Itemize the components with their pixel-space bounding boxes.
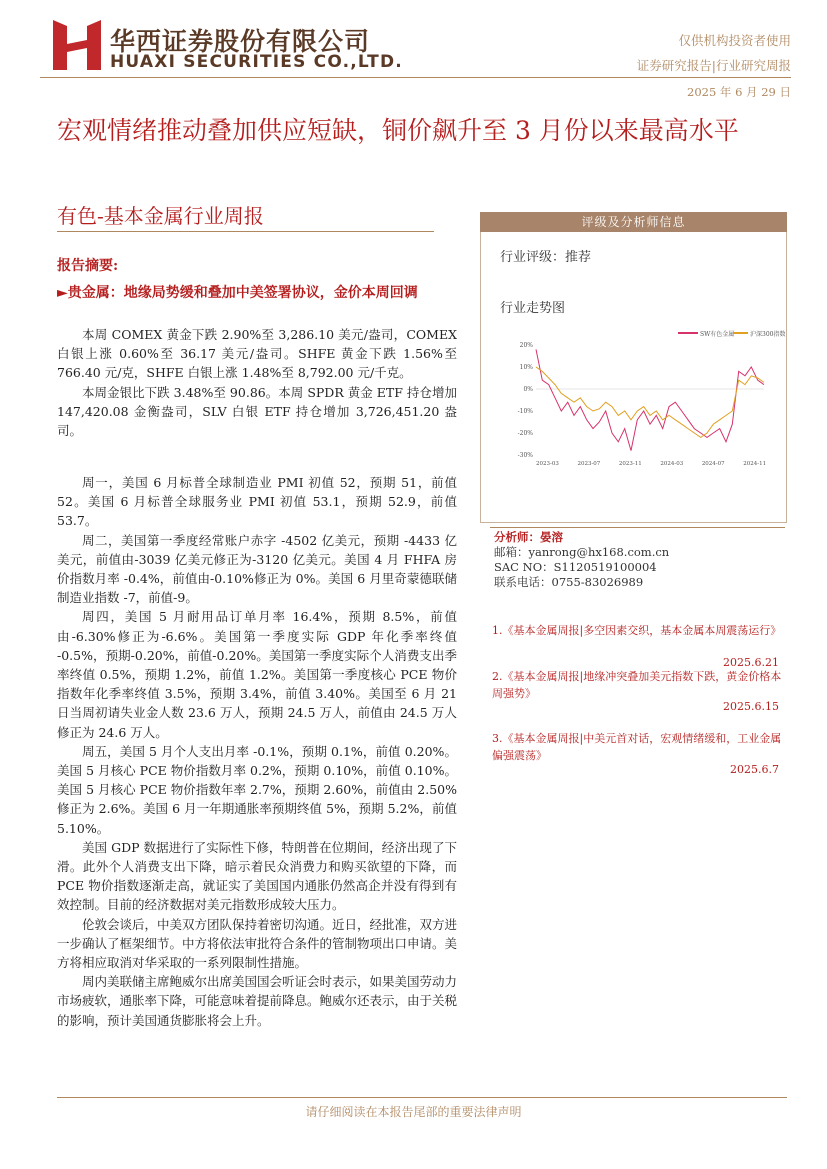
header-divider <box>40 77 791 78</box>
related-report-3[interactable]: 3.《基本金属周报|中美元首对话，宏观情绪缓和，工业金属偏强震荡》 <box>492 732 782 762</box>
related-report-1-date: 2025.6.21 <box>723 656 779 669</box>
x-tick-label: 2023-03 <box>536 461 559 467</box>
related-report-2[interactable]: 2.《基本金属周报|地缘冲突叠加美元指数下跌，黄金价格本周强势》 <box>492 670 782 700</box>
paragraph: 美国 GDP 数据进行了实际性下修，特朗普在位期间，经济出现了下滑。此外个人消费支出下降，暗示着民众消费力和购买欲望的下降，而 PCE 物价指数逐渐走高，就证实了美国国内通胀仍然高企并没有得到有效控制。目前的经济数据对美元指数形成较大压力。 <box>57 839 457 913</box>
report-type: 证券研究报告|行业研究周报 <box>636 58 791 73</box>
footer-divider <box>57 1097 787 1098</box>
report-subtitle: 有色-基本金属行业周报 <box>57 204 264 228</box>
subtitle-divider <box>57 231 434 232</box>
y-tick-label: -10% <box>517 408 533 415</box>
report-title: 宏观情绪推动叠加供应短缺，铜价飙升至 3 月份以来最高水平 <box>57 116 739 145</box>
body-block-1 <box>57 325 457 440</box>
summary-heading: 报告摘要: <box>57 258 119 274</box>
industry-trend-chart <box>508 325 786 470</box>
y-tick-label: -30% <box>517 452 533 459</box>
analyst-info <box>494 530 669 590</box>
trend-chart-label: 行业走势图 <box>500 301 566 316</box>
paragraph: 周一，美国 6 月标普全球制造业 PMI 初值 52，预期 51，前值 52。美国 6 月标普全球服务业 PMI 初值 53.1，预期 52.9，前值 53.7。 <box>57 475 457 529</box>
paragraph: 周四，美国 5 月耐用品订单月率 16.4%，预期 8.5%，前值由-6.30%修正为-6.6%。美国第一季度实际 GDP 年化季率终值 -0.5%，预期-0.20%，前值-0.20%。美国第一季度实际个人消费支出季率终值 0.5%，预期 1.2%，前值 1.2%。美国第一季度核心 PCE 物价指数年化季率终值 3.5%，预期 3.4%，前值 3.40%。美国至 6 月 21 日当周初请失业金人数 23.6 万人，预期 24.5 万人，前值由 24.5 万人修正为 24.6 万人。 <box>57 609 457 740</box>
body-block-2 <box>57 473 457 1030</box>
x-tick-label: 2024-11 <box>743 461 767 467</box>
analyst-phone: 联系电话：0755-83026989 <box>494 575 644 589</box>
paragraph: 伦敦会谈后，中美双方团队保持着密切沟通。近日，经批准，双方进一步确认了框架细节。中方将依法审批符合条件的管制物项出口申请。美方将相应取消对华采取的一系列限制性措施。 <box>57 916 458 971</box>
report-date: 2025 年 6 月 29 日 <box>687 85 791 99</box>
y-tick-label: 20% <box>519 342 533 349</box>
company-name-cn: 华西证券股份有限公司 <box>110 27 371 56</box>
paragraph: 周内美联储主席鲍威尔出席美国国会听证会时表示，如果美国劳动力市场疲软，通胀率下降，可能意味着提前降息。鲍威尔还表示，由于关税的影响，预计美国通货膨胀将会上升。 <box>57 974 458 1028</box>
x-tick-label: 2023-11 <box>618 461 642 467</box>
company-name-en: HUAXI SECURITIES CO.,LTD. <box>110 52 403 72</box>
legend-label-sw: SW有色金属 <box>700 331 735 338</box>
paragraph: 本周 COMEX 黄金下跌 2.90%至 3,286.10 美元/盎司，COMEX 白银上涨 0.60%至 36.17 美元/盎司。SHFE 黄金下跌 1.56%至 766.40 元/克，SHFE 白银上涨 1.48%至 8,792.00 元/千克。 <box>57 327 457 381</box>
audience-notice: 仅供机构投资者使用 <box>678 33 791 48</box>
related-report-2-date: 2025.6.15 <box>723 700 779 713</box>
industry-rating: 行业评级：推荐 <box>500 250 592 265</box>
x-tick-label: 2024-03 <box>660 461 684 467</box>
x-tick-label: 2023-07 <box>577 461 601 467</box>
legend-label-hs300: 沪深300指数 <box>750 331 786 338</box>
huaxi-logo-icon <box>53 20 101 70</box>
paragraph: 周五，美国 5 月个人支出月率 -0.1%，预期 0.1%，前值 0.20%。美国 5 月核心 PCE 物价指数月率 0.2%，预期 0.10%，前值 0.10%。美国 5 月核心 PCE 物价指数年率 2.7%，预期 2.60%，前值由 2.50%修正为 2.6%。美国 6 月一年期通胀率预期终值 5%，预期 5.2%，前值 5.10%。 <box>57 743 457 836</box>
x-tick-label: 2024-07 <box>701 461 725 467</box>
analyst-sac: SAC NO：S1120519100004 <box>494 560 657 574</box>
analyst-email: 邮箱：yanrong@hx168.com.cn <box>494 545 670 559</box>
y-tick-label: -20% <box>517 430 533 437</box>
y-tick-label: 10% <box>519 364 533 371</box>
paragraph: 周二，美国第一季度经常账户赤字 -4502 亿美元，预期 -4433 亿美元，前值由-3039 亿美元修正为-3120 亿美元。美国 4 月 FHFA 房价指数月率 -0.4%，前值由-0.10%修正为 0%。美国 6 月里奇蒙德联储制造业指数 -7，前值-9。 <box>57 532 457 606</box>
y-tick-label: 0% <box>523 386 533 393</box>
analyst-name: 分析师：晏溶 <box>494 530 563 544</box>
legal-notice: 请仔细阅读在本报告尾部的重要法律声明 <box>305 1105 522 1119</box>
paragraph: 本周金银比下跌 3.48%至 90.86。本周 SPDR 黄金 ETF 持仓增加 147,420.08 金衡盎司，SLV 白银 ETF 持仓增加 3,726,451.20 盎司。 <box>57 384 457 439</box>
series-line-1 <box>536 367 764 437</box>
related-report-3-date: 2025.6.7 <box>730 763 779 776</box>
gold-section-heading: ►贵金属：地缘局势缓和叠加中美签署协议，金价本周回调 <box>57 285 418 301</box>
related-report-1[interactable]: 1.《基本金属周报|多空因素交织，基本金属本周震荡运行》 <box>492 624 782 637</box>
panel-header: 评级及分析师信息 <box>480 212 787 232</box>
analyst-divider <box>490 527 785 528</box>
